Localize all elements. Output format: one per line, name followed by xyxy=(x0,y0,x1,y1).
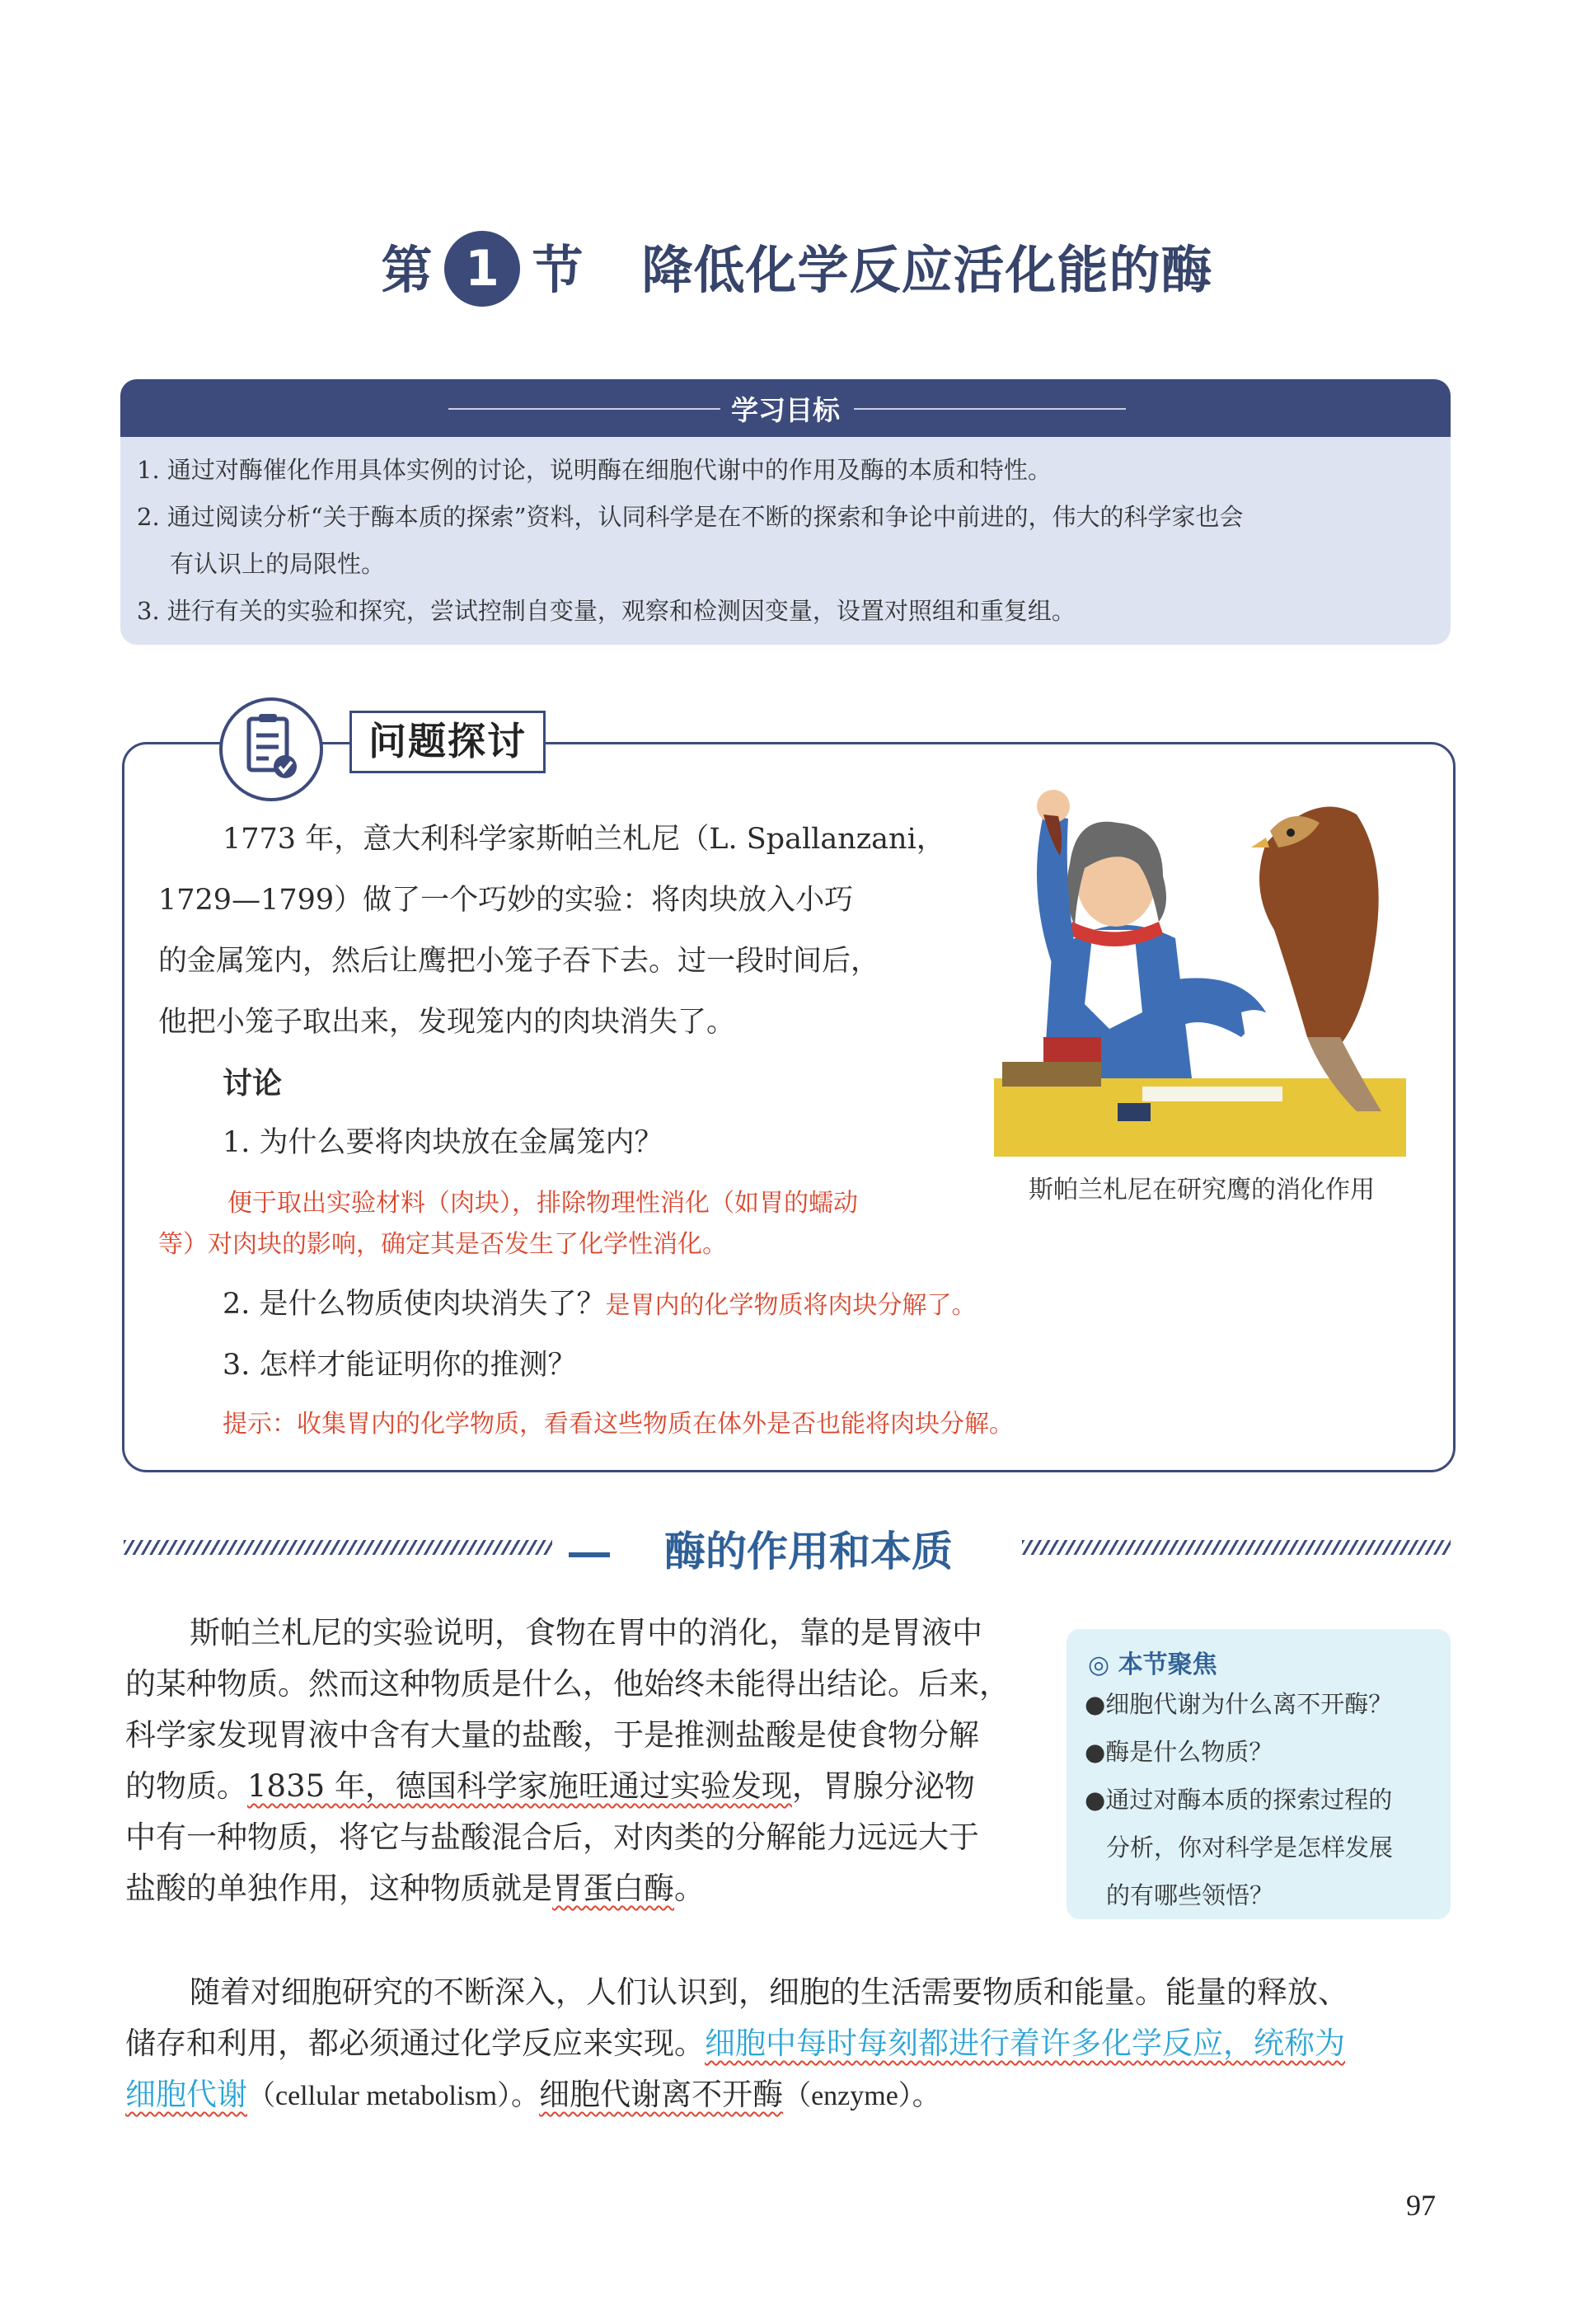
focus-item: ●通过对酶本质的探索过程的 xyxy=(1085,1786,1393,1814)
metabolism-term: 细胞代谢 xyxy=(125,2077,247,2112)
section-heading-title: 酶的作用和本质 xyxy=(569,1519,1146,1578)
section-title xyxy=(0,229,1594,312)
answer-1-line-1: 便于取出实验材料（肉块），排除物理性消化（如胃的蠕动 xyxy=(227,1189,858,1218)
body-line: 细胞代谢（cellular metabolism）。细胞代谢离不开酶（enzyme）。 xyxy=(125,2077,940,2112)
answer-1-line-2: 等）对肉块的影响，确定其是否发生了化学性消化。 xyxy=(158,1230,727,1259)
objective-item: 3. 进行有关的实验和探究，尝试控制自变量，观察和检测因变量，设置对照组和重复组。 xyxy=(137,597,1076,625)
focus-item: ●细胞代谢为什么离不开酶？ xyxy=(1085,1690,1393,1718)
body-line: 科学家发现胃液中含有大量的盐酸，于是推测盐酸是使食物分解 xyxy=(125,1717,979,1753)
title-prefix: 第 xyxy=(381,240,434,300)
body-line: 中有一种物质，将它与盐酸混合后，对肉类的分解能力远远大于 xyxy=(125,1819,979,1855)
metabolism-definition-highlight: 细胞中每时每刻都进行着许多化学反应，统称为 xyxy=(705,2026,1345,2061)
learning-objectives-box xyxy=(120,379,1451,645)
title-suffix: 节 xyxy=(532,240,584,300)
section-heading xyxy=(124,1519,1451,1576)
body-line: 斯帕兰札尼的实验说明，食物在胃中的消化，靠的是胃液中 xyxy=(190,1615,982,1650)
spallanzani-eagle-illustration xyxy=(994,765,1406,1157)
question-1: 1. 为什么要将肉块放在金属笼内？ xyxy=(223,1126,663,1159)
story-line: 1773 年，意大利科学家斯帕兰札尼（L. Spallanzani， xyxy=(223,823,945,856)
section-focus-box xyxy=(1067,1629,1451,1919)
objective-item: 有认识上的局限性。 xyxy=(170,550,386,578)
section-number-badge: 1 xyxy=(444,231,520,307)
question-2: 2. 是什么物质使肉块消失了？是胃内的化学物质将肉块分解了。 xyxy=(223,1288,977,1321)
answer-3-hint: 提示：收集胃内的化学物质，看看这些物质在体外是否也能将肉块分解。 xyxy=(223,1410,1014,1439)
focus-item: 的有哪些领悟？ xyxy=(1106,1881,1274,1909)
focus-title: ◎ 本节聚焦 xyxy=(1088,1650,1217,1679)
page-number: 97 xyxy=(1406,2189,1436,2222)
illustration-caption: 斯帕兰札尼在研究鹰的消化作用 xyxy=(1029,1176,1375,1204)
title-text: 降低化学反应活化能的酶 xyxy=(641,240,1213,300)
schwann-discovery-highlight: 1835 年，德国科学家施旺通过实验发现 xyxy=(247,1768,792,1804)
body-line: 的某种物质。然而这种物质是什么，他始终未能得出结论。后来， xyxy=(125,1666,1010,1702)
objective-item: 2. 通过阅读分析“关于酶本质的探索”资料，认同科学是在不断的探索和争论中前进的，伟大的科学家也会 xyxy=(137,503,1244,531)
story-line: 1729—1799）做了一个巧妙的实验：将肉块放入小巧 xyxy=(158,884,854,917)
discussion-subhead: 讨论 xyxy=(223,1067,283,1101)
question-3: 3. 怎样才能证明你的推测？ xyxy=(223,1349,577,1382)
story-line: 的金属笼内，然后让鹰把小笼子吞下去。过一段时间后， xyxy=(158,945,880,978)
body-line: 储存和利用，都必须通过化学反应来实现。细胞中每时每刻都进行着许多化学反应，统称为 xyxy=(125,2026,1345,2061)
pepsin-highlight: 胃蛋白酶 xyxy=(552,1871,674,1906)
objectives-heading: 学习目标 xyxy=(731,394,840,426)
objectives-list xyxy=(120,437,1451,635)
body-line: 随着对细胞研究的不断深入，人们认识到，细胞的生活需要物质和能量。能量的释放、 xyxy=(190,1974,1348,2010)
answer-2: 是胃内的化学物质将肉块分解了。 xyxy=(605,1291,977,1320)
body-line: 盐酸的单独作用，这种物质就是胃蛋白酶。 xyxy=(125,1871,705,1906)
discussion-label: 问题探讨 xyxy=(349,711,546,773)
story-line: 他把小笼子取出来，发现笼内的肉块消失了。 xyxy=(158,1006,736,1039)
clipboard-icon xyxy=(219,697,323,801)
enzyme-statement-highlight: 细胞代谢离不开酶 xyxy=(539,2077,784,2112)
body-line: 的物质。1835 年，德国科学家施旺通过实验发现，胃腺分泌物 xyxy=(125,1768,975,1804)
focus-item: ●酶是什么物质？ xyxy=(1085,1738,1273,1766)
focus-item: 分析，你对科学是怎样发展 xyxy=(1106,1833,1394,1862)
objective-item: 1. 通过对酶催化作用具体实例的讨论，说明酶在细胞代谢中的作用及酶的本质和特性。 xyxy=(137,456,1052,484)
objectives-header xyxy=(120,379,1451,437)
